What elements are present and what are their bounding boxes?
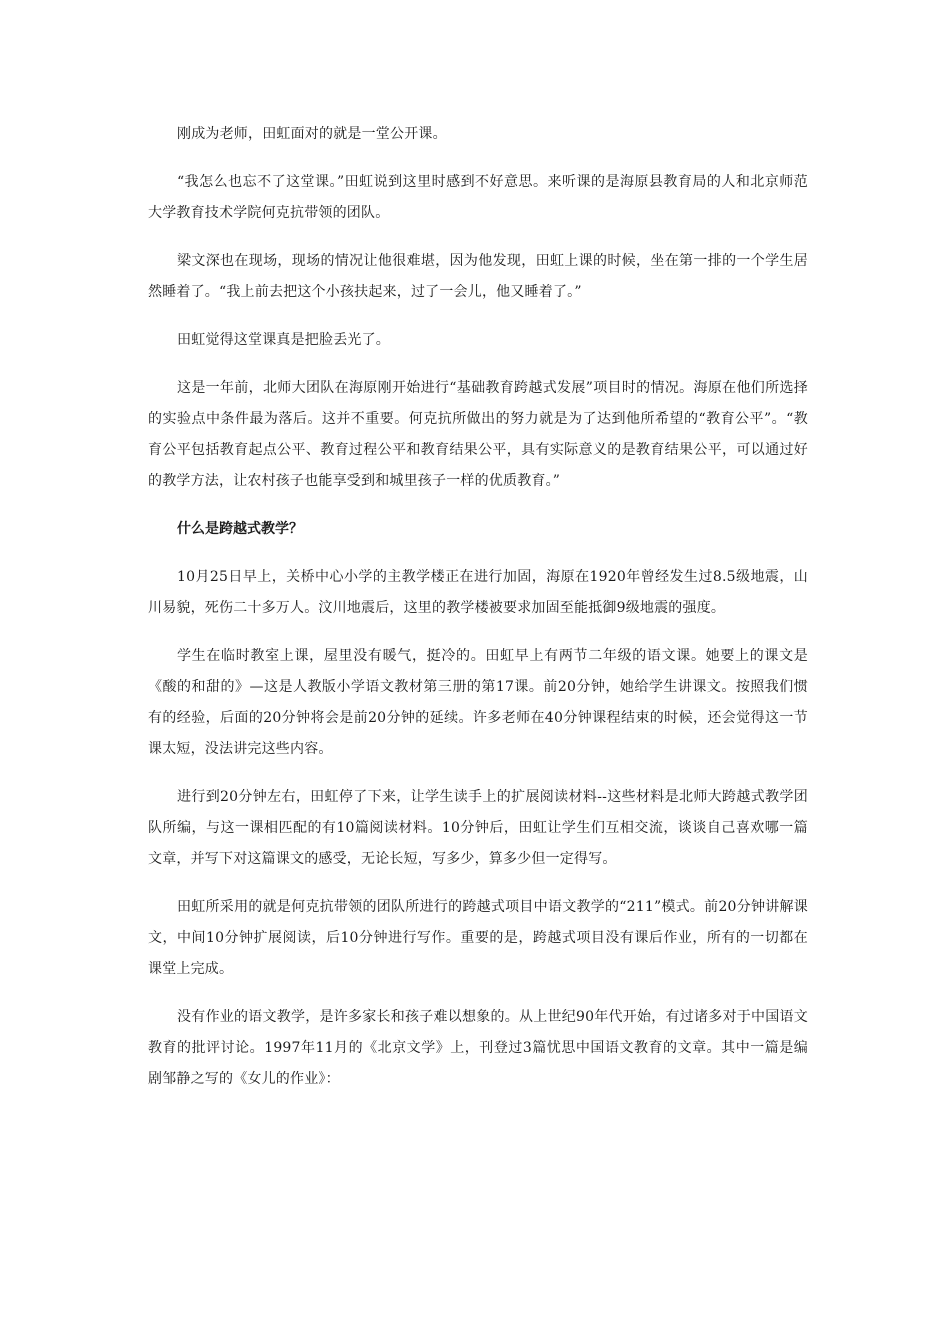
article-body bbox=[148, 119, 808, 1112]
paragraph: 梁文深也在现场，现场的情况让他很难堪，因为他发现，田虹上课的时候，坐在第一排的一个学生居然睡着了。“我上前去把这个小孩扶起来，过了一会儿，他又睡着了。” bbox=[148, 253, 808, 300]
paragraph: “我怎么也忘不了这堂课。”田虹说到这里时感到不好意思。来听课的是海原县教育局的人和北京师范大学教育技术学院何克抗带领的团队。 bbox=[148, 174, 808, 221]
paragraph: 田虹觉得这堂课真是把脸丢光了。 bbox=[177, 332, 390, 348]
paragraph: 田虹所采用的就是何克抗带领的团队所进行的跨越式项目中语文教学的“211”模式。前20分钟讲解课文，中间10分钟扩展阅读，后10分钟进行写作。重要的是，跨越式项目没有课后作业，所有的一切都在课堂上完成。 bbox=[148, 899, 808, 977]
paragraph: 这是一年前，北师大团队在海原刚开始进行“基础教育跨越式发展”项目时的情况。海原在他们所选择的实验点中条件最为落后。这并不重要。何克抗所做出的努力就是为了达到他所希望的“教育公平”。“教育公平包括教育起点公平、教育过程公平和教育结果公平，具有实际意义的是教育结果公平，可以通过好的教学方法，让农村孩子也能享受到和城里孩子一样的优质教育。” bbox=[148, 380, 808, 489]
paragraph: 刚成为老师，田虹面对的就是一堂公开课。 bbox=[177, 126, 447, 142]
paragraph: 进行到20分钟左右，田虹停了下来，让学生读手上的扩展阅读材料--这些材料是北师大跨越式教学团队所编，与这一课相匹配的有10篇阅读材料。10分钟后，田虹让学生们互相交流，谈谈自己喜欢哪一篇文章，并写下对这篇课文的感受，无论长短，写多少，算多少但一定得写。 bbox=[148, 789, 808, 867]
paragraph: 没有作业的语文教学，是许多家长和孩子难以想象的。从上世纪90年代开始，有过诸多对于中国语文教育的批评讨论。1997年11月的《北京文学》上，刊登过3篇忧思中国语文教育的文章。其中一篇是编剧邹静之写的《女儿的作业》： bbox=[148, 1009, 808, 1087]
paragraph: 学生在临时教室上课，屋里没有暖气，挺冷的。田虹早上有两节二年级的语文课。她要上的课文是《酸的和甜的》—这是人教版小学语文教材第三册的第17课。前20分钟，她给学生讲课文。按照我们惯有的经验，后面的20分钟将会是前20分钟的延续。许多老师在40分钟课程结束的时候，还会觉得这一节课太短，没法讲完这些内容。 bbox=[148, 648, 808, 757]
section-heading: 什么是跨越式教学？ bbox=[177, 521, 303, 537]
paragraph: 10月25日早上，关桥中心小学的主教学楼正在进行加固，海原在1920年曾经发生过8.5级地震，山川易貌，死伤二十多万人。汶川地震后，这里的教学楼被要求加固至能抵御9级地震的强度。 bbox=[148, 569, 808, 616]
